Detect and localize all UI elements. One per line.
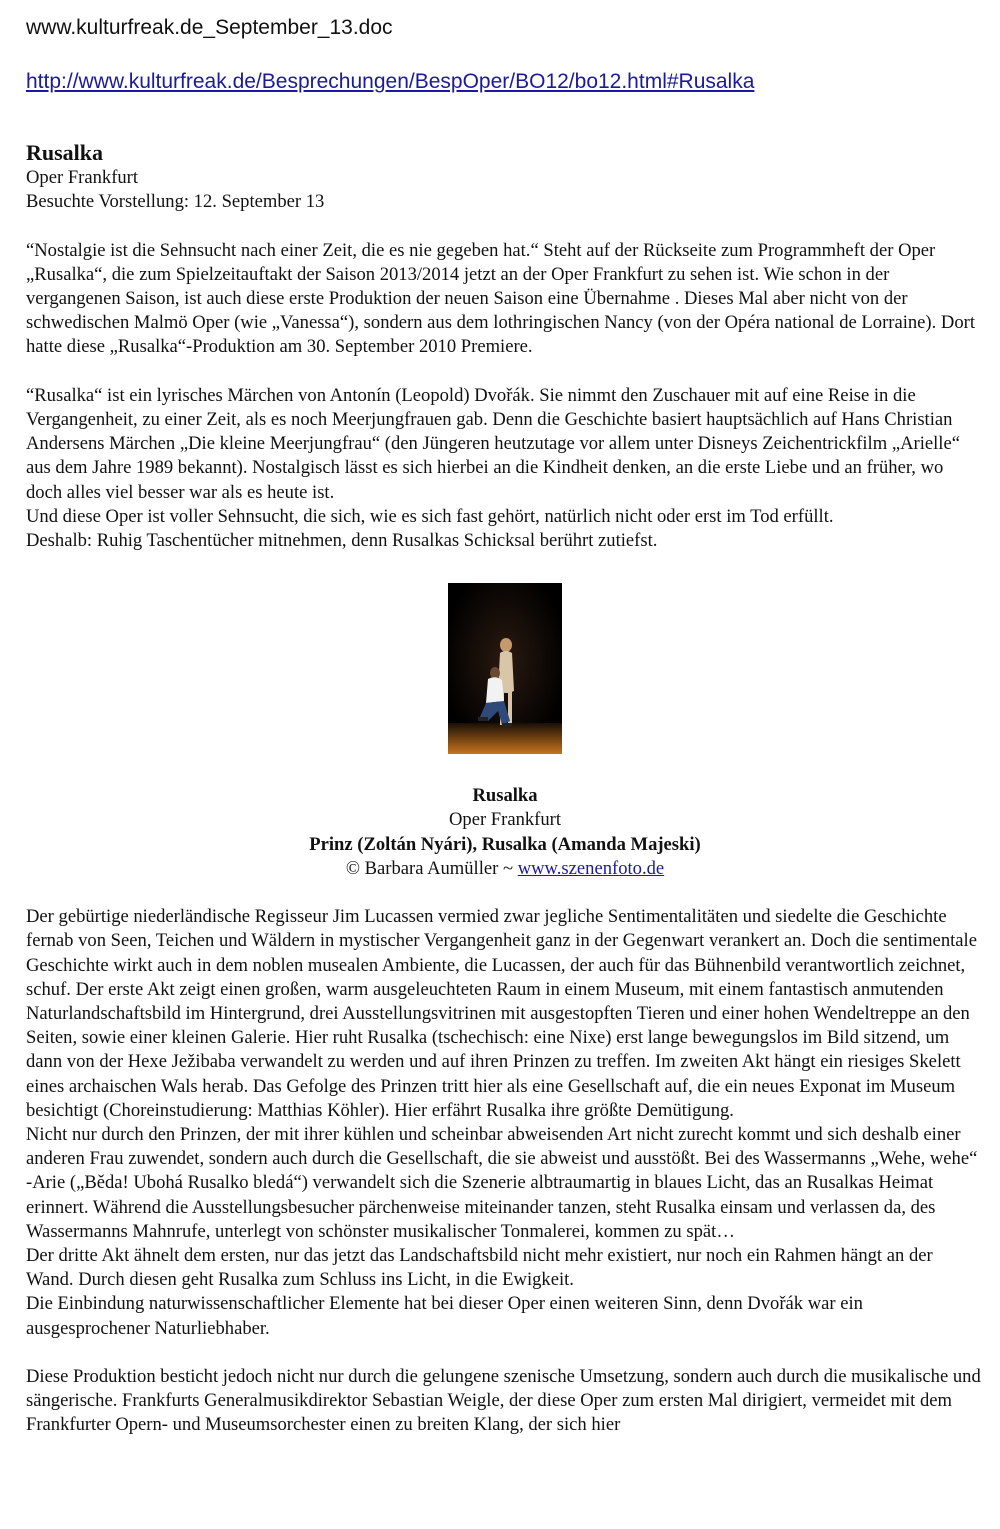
caption-credit — [26, 857, 984, 881]
document-page — [26, 14, 984, 1438]
story-paragraph: Deshalb: Ruhig Taschentücher mitnehmen, denn Rusalkas Schicksal berührt zutiefst. — [26, 530, 658, 552]
staging-paragraph: Die Einbindung naturwissenschaftlicher Elemente hat bei dieser Oper einen weiteren Sinn, denn Dvořák war ein ausgesprochener Naturliebhaber. — [26, 1293, 863, 1339]
photographer-link[interactable]: www.szenenfoto.de — [517, 857, 665, 879]
caption-venue: Oper Frankfurt — [448, 809, 562, 831]
performance-date: Besuchte Vorstellung: 12. September 13 — [26, 191, 325, 213]
photo-caption — [26, 784, 984, 881]
document-filename: www.kulturfreak.de_September_13.doc — [26, 16, 393, 39]
story-paragraph: “Rusalka“ ist ein lyrisches Märchen von Antonín (Leopold) Dvořák. Sie nimmt den Zuschauer mit auf eine Reise in die Vergangenheit, zu einer Zeit, als es noch Meerjungfrauen gab. Denn die Geschichte basiert hauptsächlich auf Hans Christian Andersens Märchen „Die kleine Meerjungfrau“ (den Jüngeren heutzutage vor allem unter Disneys Zeichentrickfilm „Arielle“ aus dem Jahre 1989 bekannt). Nostalgisch lässt es sich hierbei an die Kindheit denken, an die erste Liebe und an früher, wo doch alles viel besser war als es heute ist. — [26, 384, 960, 503]
caption-title: Rusalka — [472, 785, 538, 807]
caption-credit-text: © Barbara Aumüller ~ — [345, 857, 518, 879]
intro-paragraph: “Nostalgie ist die Sehnsucht nach einer Zeit, die es nie gegeben hat.“ Steht auf der Rückseite zum Programmheft der Oper „Rusalka“, die zum Spielzeitauftakt der Saison 2013/2014 jetzt an der Oper Frankfurt zu sehen ist. Wie schon in der vergangenen Saison, ist auch diese erste Produktion der neuen Saison eine Übernahme . Dieses Mal aber nicht von der schwedischen Malmö Oper (wie „Vanessa“), sondern aus dem lothringischen Nancy (von der Opéra national de Lorraine). Dort hatte diese „Rusalka“-Produktion am 30. September 2010 Premiere. — [26, 239, 975, 358]
caption-cast: Prinz (Zoltán Nyári), Rusalka (Amanda Majeski) — [309, 833, 701, 855]
article-title: Rusalka — [26, 140, 104, 165]
music-paragraph: Diese Produktion besticht jedoch nicht nur durch die gelungene szenische Umsetzung, sondern auch durch die musikalische und sängerische. Frankfurts Generalmusikdirektor Sebastian Weigle, der diese Oper zum ersten Mal dirigiert, vermeidet mit dem Frankfurter Opern- und Museumsorchester einen zu breiten Klang, der sich hier — [26, 1366, 981, 1436]
article-venue: Oper Frankfurt — [26, 167, 139, 188]
stage-photo — [448, 583, 562, 754]
story-paragraph: Und diese Oper ist voller Sehnsucht, die sich, wie es sich fast gehört, natürlich nicht oder erst im Tod erfüllt. — [26, 505, 834, 527]
source-url-link[interactable]: http://www.kulturfreak.de/Besprechungen/BespOper/BO12/bo12.html#Rusalka — [26, 70, 755, 93]
staging-paragraph: Der gebürtige niederländische Regisseur Jim Lucassen vermied zwar jegliche Sentimentalitäten und siedelte die Geschichte fernab von Seen, Teichen und Wäldern in mystischer Vergangenheit ganz in der Gegenwart verankert an. Doch die sentimentale Geschichte wirkt auch in dem noblen musealen Ambiente, die Lucassen, der auch für das Bühnenbild verantwortlich zeichnet, schuf. Der erste Akt zeigt einen großen, warm ausgeleuchteten Raum in einem Museum, mit einem fantastisch anmutenden Naturlandschaftsbild im Hintergrund, drei Ausstellungsvitrinen mit ausgestopften Tieren und einer hohen Wendeltreppe an den Seiten, sowie einer kleinen Galerie. Hier ruht Rusalka (tschechisch: eine Nixe) erst lange bewegungslos im Bild sitzend, um dann von der Hexe Ježibaba verwandelt zu werden und auf ihren Prinzen zu treffen. Im zweiten Akt hängt ein riesiges Skelett eines archaischen Wals herab. Das Gefolge des Prinzen tritt hier als eine Gesellschaft auf, die ein neues Exponat im Museum besichtigt (Choreinstudierung: Matthias Köhler). Hier erfährt Rusalka ihre größte Demütigung. — [26, 906, 977, 1121]
staging-paragraph: Der dritte Akt ähnelt dem ersten, nur das jetzt das Landschaftsbild nicht mehr existiert, nur noch ein Rahmen hängt an der Wand. Durch diesen geht Rusalka zum Schluss ins Licht, in die Ewigkeit. — [26, 1245, 933, 1291]
staging-paragraph: Nicht nur durch den Prinzen, der mit ihrer kühlen und scheinbar abweisenden Art nicht zurecht kommt und sich deshalb einer anderen Frau zuwendet, sondern auch durch die Gesellschaft, die sie abweist und ausstößt. Bei des Wassermanns „Wehe, wehe“ -Arie („Běda! Ubohá Rusalko bledá“) verwandelt sich die Szenerie albtraumartig in blaues Licht, das an Rusalkas Heimat erinnert. Während die Ausstellungsbesucher pärchenweise miteinander tanzen, steht Rusalka einsam und verlassen da, des Wassermanns Mahnrufe, unterlegt von schönster musikalischer Tonmalerei, kommen zu spät… — [26, 1124, 978, 1242]
